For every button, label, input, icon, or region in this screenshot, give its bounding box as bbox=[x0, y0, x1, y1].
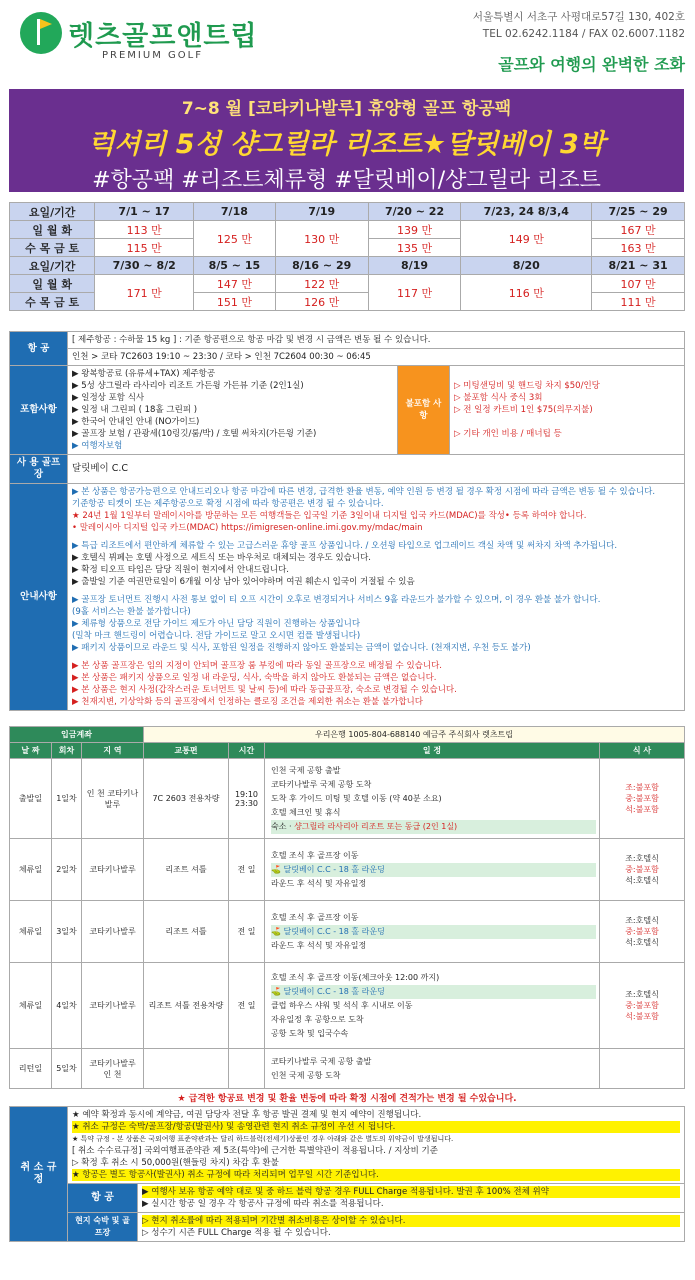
schedule-item: 호텔 조식 후 골프장 이동 bbox=[271, 850, 359, 860]
excluded-list bbox=[450, 366, 685, 455]
day-transport: 리조트 셔틀 bbox=[144, 901, 229, 963]
golf-round: ⛳ 달릿베이 C.C - 18 홀 라운딩 bbox=[271, 863, 596, 877]
rule: ★ 취소 규정은 숙박/골프장/항공(발권사) 및 송영관련 현지 취소 규정이 우선 시 됩니다. bbox=[72, 1121, 680, 1133]
day-num: 1일차 bbox=[52, 759, 82, 839]
day-schedule bbox=[265, 1049, 600, 1089]
schedule-item: 인천 국제 공항 도착 bbox=[271, 1070, 341, 1080]
rule: ★ 예약 확정과 동시에 계약금, 여권 담당자 전달 후 항공 발권 결제 및 현지 예약이 진행됩니다. bbox=[72, 1110, 422, 1120]
schedule-item: 코타키나발루 국제 공항 도착 bbox=[271, 779, 372, 789]
price: 139 만 bbox=[368, 221, 461, 239]
excluded-item: ▷ 불포함 식사 중식 3회 bbox=[454, 393, 543, 403]
day-time: 전 일 bbox=[229, 963, 265, 1049]
golf-icon: ⛳ bbox=[271, 986, 284, 996]
cancel-air-label: 항 공 bbox=[68, 1184, 138, 1213]
price-table bbox=[9, 202, 685, 311]
cancel-rules bbox=[68, 1107, 685, 1184]
guide-item: ▶ 골프장 토너먼트 진행시 사전 통보 없이 티 오프 시간이 오후로 변경되거나 서비스 9홀 라운드가 불가할 수 있으며, 이 경우 환불 불가 합니다. bbox=[72, 595, 601, 605]
period: 8/5 ~ 15 bbox=[194, 257, 276, 275]
banner-line1: 7~8 월 [코타키나발루] 휴양형 골프 항공팩 bbox=[181, 99, 512, 119]
weekend-label: 수 목 금 토 bbox=[10, 239, 95, 257]
price: 113 만 bbox=[95, 221, 194, 239]
air-line2: 인천 > 코타 7C2603 19:10 ~ 23:30 / 코타 > 인천 7C2604 00:30 ~ 06:45 bbox=[68, 349, 685, 366]
schedule-item: 도착 후 가이드 미팅 및 호텔 이동 (약 40분 소요) bbox=[271, 793, 442, 803]
col-header: 날 짜 bbox=[10, 743, 52, 759]
day-date: 체류일 bbox=[10, 963, 52, 1049]
day-num: 2일차 bbox=[52, 839, 82, 901]
meal: 중:불포함 bbox=[625, 865, 659, 874]
col-header: 일 정 bbox=[265, 743, 600, 759]
schedule-item: 라운드 후 석식 및 자유일정 bbox=[271, 940, 367, 950]
schedule-item: 클럽 하우스 샤워 및 석식 후 시내로 이동 bbox=[271, 1000, 413, 1010]
guide-item: • 말레이시아 디지털 입국 카드(MDAC) https://imigresen-online.imi.gov.my/mdac/main bbox=[72, 523, 423, 533]
guide-item: (9홀 서비스는 환불 불가합니다) bbox=[72, 607, 191, 617]
itinerary-table bbox=[9, 726, 685, 1089]
meal: 석:불포함 bbox=[625, 1012, 659, 1021]
included-item: ▶ 일정상 포함 식사 bbox=[72, 393, 145, 403]
course-name: 달릿베이 C.C bbox=[68, 455, 685, 484]
included-item: ▶ 골프장 보험 / 관광세(10링깃/룸/박) / 호텔 써차지(가든윙 기준) bbox=[72, 429, 317, 439]
period: 7/23, 24 8/3,4 bbox=[461, 203, 592, 221]
meal: 조:호텔식 bbox=[625, 854, 659, 863]
golf-icon: ⛳ bbox=[271, 926, 284, 936]
included-list bbox=[68, 366, 398, 455]
price: 126 만 bbox=[275, 293, 368, 311]
address: 서울특별시 서초구 사평대로57길 130, 402호 bbox=[472, 11, 685, 23]
rule: ▶ 실시간 항공 일 경우 각 항공사 규정에 따라 취소를 적용됩니다. bbox=[142, 1199, 384, 1209]
schedule-item: 호텔 조식 후 골프장 이동(체크아웃 12:00 까지) bbox=[271, 972, 440, 982]
excluded-item: ▷ 기타 개인 비용 / 매너팁 등 bbox=[454, 429, 562, 439]
day-time: 전 일 bbox=[229, 901, 265, 963]
period: 7/19 bbox=[275, 203, 368, 221]
meal: 석:호텔식 bbox=[625, 876, 659, 885]
price: 167 만 bbox=[592, 221, 685, 239]
schedule-item: 인천 국제 공항 출발 bbox=[271, 765, 341, 775]
price-notice: ★ 급격한 항공료 변경 및 환율 변동에 따라 확정 시점에 견적가는 변경 될 수있습니다. bbox=[177, 1094, 517, 1104]
col-header: 지 역 bbox=[82, 743, 144, 759]
weekday-label: 일 월 화 bbox=[10, 221, 95, 239]
rule: ★ 항공은 별도 항공사(발권사) 취소 규정에 따라 처리되며 업무일 시간 기준입니다. bbox=[72, 1169, 680, 1181]
col-header: 회차 bbox=[52, 743, 82, 759]
included-item: ▶ 한국어 안내인 안내 (NO가이드) bbox=[72, 417, 200, 427]
day-region: 코타키나발루 bbox=[82, 963, 144, 1049]
period: 7/20 ~ 22 bbox=[368, 203, 461, 221]
period: 7/1 ~ 17 bbox=[95, 203, 194, 221]
period: 8/16 ~ 29 bbox=[275, 257, 368, 275]
weekday-label: 일 월 화 bbox=[10, 275, 95, 293]
contact-info bbox=[473, 9, 685, 43]
meal: 중:불포함 bbox=[625, 927, 659, 936]
weekend-label: 수 목 금 토 bbox=[10, 293, 95, 311]
guide-item: ▶ 본 상품은 패키지 상품으로 일정 내 라운딩, 식사, 숙박을 하지 않아도 환불되는 금액은 없습니다. bbox=[72, 673, 437, 683]
day-time bbox=[229, 1049, 265, 1089]
guide-item: ▶ 호텔식 뷔페는 호텔 사정으로 세트식 또는 바우처로 대체되는 경우도 있습니다. bbox=[72, 553, 372, 563]
day-num: 3일차 bbox=[52, 901, 82, 963]
page-header bbox=[0, 0, 695, 88]
day-transport bbox=[144, 1049, 229, 1089]
meal: 조:호텔식 bbox=[625, 916, 659, 925]
cancel-local-label: 현지 숙박 및 골프장 bbox=[68, 1213, 138, 1242]
account-info: 우리은행 1005-804-688140 예금주 주식회사 렛츠트립 bbox=[144, 727, 685, 743]
cancel-local-rules bbox=[138, 1213, 685, 1242]
day-date: 체류일 bbox=[10, 901, 52, 963]
brand-subtitle: PREMIUM GOLF bbox=[102, 50, 203, 61]
banner-line3: #항공팩 #리조트체류형 #달릿베이/샹그릴라 리조트 bbox=[92, 168, 601, 193]
day-schedule bbox=[265, 901, 600, 963]
guide-label: 안내사항 bbox=[10, 484, 68, 711]
day-num: 5일차 bbox=[52, 1049, 82, 1089]
rule: ▷ 현지 취소률에 따라 적용되며 기간별 취소비용은 상이할 수 있습니다. bbox=[142, 1215, 680, 1227]
day-meals bbox=[600, 1049, 685, 1089]
excluded-label: 불포함 사 항 bbox=[398, 366, 450, 455]
price: 149 만 bbox=[461, 221, 592, 257]
price: 115 만 bbox=[95, 239, 194, 257]
day-meals bbox=[600, 839, 685, 901]
day-region: 코타키나발루 bbox=[82, 901, 144, 963]
col-header: 시간 bbox=[229, 743, 265, 759]
day-meals bbox=[600, 759, 685, 839]
day-transport: 7C 2603 전용차량 bbox=[144, 759, 229, 839]
price: 135 만 bbox=[368, 239, 461, 257]
meal: 석:불포함 bbox=[625, 805, 659, 814]
rule: [ 취소 수수료규정] 국외여행표준약관 제 5조(특약)에 근거한 특별약관이 적용됩니다. / 지상비 기준 bbox=[72, 1146, 438, 1156]
meal: 조:불포함 bbox=[625, 783, 659, 792]
day-schedule: 인천 국제 공항 출발 코타키나발루 국제 공항 도착 도착 후 가이드 미팅 및 호텔 이동 (약 40분 소요) 호텔 체크인 및 휴식 숙소 · 샹그릴라 라사리아 리조트 또는 동급 (2인 1실) bbox=[265, 759, 600, 839]
golf-flag-logo-icon bbox=[20, 12, 62, 54]
day-date: 리턴일 bbox=[10, 1049, 52, 1089]
guide-item: 기준항공 티켓이 또는 제주항공으로 확정 시점에 따라 항공편은 변경 될 수 있습니다. bbox=[72, 499, 384, 509]
tel-fax: TEL 02.6242.1184 / FAX 02.6007.1182 bbox=[482, 28, 685, 40]
price: 130 만 bbox=[275, 221, 368, 257]
price: 122 만 bbox=[275, 275, 368, 293]
day-time: 19:10 23:30 bbox=[229, 759, 265, 839]
guide-list bbox=[68, 484, 685, 711]
period-label: 요일/기간 bbox=[10, 257, 95, 275]
guide-item: (밀착 마크 핸드링이 어렵습니다. 전담 가이드로 말고 오시면 컴플 발생됩니다) bbox=[72, 631, 361, 641]
price: 117 만 bbox=[368, 275, 461, 311]
day-region: 코타키나발루 bbox=[82, 839, 144, 901]
guide-item: ▶ 본 상품은 현지 사정(갑작스러운 토너먼트 및 날씨 등)에 따라 동급골프장, 숙소로 변경될 수 있습니다. bbox=[72, 685, 457, 695]
col-header: 식 사 bbox=[600, 743, 685, 759]
guide-item: ▶ 확정 티오프 타임은 담당 직원이 현지에서 안내드립니다. bbox=[72, 565, 290, 575]
col-header: 교통편 bbox=[144, 743, 229, 759]
day-transport: 리조트 셔틀 전용차량 bbox=[144, 963, 229, 1049]
schedule-item: 코타키나발루 국제 공항 출발 bbox=[271, 1056, 372, 1066]
air-line1: [ 제주항공 : 수하물 15 kg ] : 기준 항공편으로 항공 마감 및 변경 시 금액은 변동 될 수 있습니다. bbox=[68, 332, 685, 349]
day-region: 코타키나발루 인 천 bbox=[82, 1049, 144, 1089]
title-banner bbox=[9, 89, 684, 192]
price: 116 만 bbox=[461, 275, 592, 311]
day-transport: 리조트 셔틀 bbox=[144, 839, 229, 901]
golf-round: ⛳ 달릿베이 C.C - 18 홀 라운딩 bbox=[271, 925, 596, 939]
rule: ★ 특약 규정 - 본 상품은 국외여행 표준약관과는 달리 하드블럭(전세기)상품인 경우 아래와 같은 별도의 위약금이 발생됩니다. bbox=[72, 1135, 454, 1143]
included-item: ▶ 왕복항공료 (유류세+TAX) 제주항공 bbox=[72, 369, 216, 379]
day-time: 전 일 bbox=[229, 839, 265, 901]
day-meals bbox=[600, 901, 685, 963]
meal: 조:호텔식 bbox=[625, 990, 659, 999]
price: 147 만 bbox=[194, 275, 276, 293]
account-label: 입금계좌 bbox=[10, 727, 144, 743]
stay-label: 숙소 bbox=[271, 821, 287, 831]
slogan: 골프와 여행의 완벽한 조화 bbox=[498, 55, 685, 74]
guide-item: ▶ 본 상품은 항공가능편으로 안내드리오나 항공 마감에 따른 변경, 급격한 환율 변동, 예약 인원 등 변경 될 경우 확정 시점에 따라 금액은 변동 될 수 있습니다. bbox=[72, 487, 656, 497]
price: 163 만 bbox=[592, 239, 685, 257]
period-label: 요일/기간 bbox=[10, 203, 95, 221]
day-schedule bbox=[265, 963, 600, 1049]
price: 111 만 bbox=[592, 293, 685, 311]
brand-name: 렛츠골프앤트립 bbox=[68, 21, 258, 52]
day-region: 인 천 코타키나발루 bbox=[82, 759, 144, 839]
info-table bbox=[9, 331, 685, 711]
price: 171 만 bbox=[95, 275, 194, 311]
guide-item: ▶ 출발일 기준 여권만료일이 6개월 이상 남아 있어야하며 여권 훼손시 입국이 거절될 수 있음 bbox=[72, 577, 415, 587]
price: 151 만 bbox=[194, 293, 276, 311]
period: 7/18 bbox=[194, 203, 276, 221]
period: 8/20 bbox=[461, 257, 592, 275]
meal: 석:호텔식 bbox=[625, 938, 659, 947]
included-item: ▶ 여행자보험 bbox=[72, 441, 123, 451]
cancel-air-rules bbox=[138, 1184, 685, 1213]
guide-item: ▶ 체류형 상품으로 전담 가이드 제도가 아닌 담당 직원이 진행하는 상품입니다 bbox=[72, 619, 361, 629]
guide-item: ▶ 특급 리조트에서 편안하게 체류할 수 있는 고급스러운 휴양 골프 상품입니다. / 오션윙 타입으로 업그레이드 객실 차액 및 써차지 차액 추가됩니다. bbox=[72, 541, 618, 551]
rule: ▷ 성수기 시즌 FULL Charge 적용 될 수 있습니다. bbox=[142, 1228, 331, 1238]
stay-hotel: 샹그릴라 라사리아 리조트 또는 동급 (2인 1실) bbox=[294, 821, 458, 831]
cancel-label: 취 소 규 정 bbox=[10, 1107, 68, 1242]
excluded-item: ▷ 미팅샌딩비 및 핸드링 차지 $50/인당 bbox=[454, 381, 600, 391]
price: 125 만 bbox=[194, 221, 276, 257]
guide-item: ▶ 본 상품 골프장은 임의 지정이 안되며 골프장 룸 부킹에 따라 동일 골프장으로 배정될 수 있습니다. bbox=[72, 661, 442, 671]
day-date: 출발일 bbox=[10, 759, 52, 839]
air-label: 항 공 bbox=[10, 332, 68, 366]
price: 107 만 bbox=[592, 275, 685, 293]
schedule-item: 공항 도착 및 입국수속 bbox=[271, 1028, 349, 1038]
schedule-item: 호텔 체크인 및 휴식 bbox=[271, 807, 341, 817]
included-item: ▶ 5성 샹그릴라 라사리아 리조트 가든윙 가든뷰 기준 (2인1실) bbox=[72, 381, 304, 391]
rule: ▶ 여행사 보유 항공 예약 대로 및 중 하드 블럭 항공 경우 FULL Charge 적용됩니다. 발권 후 100% 전체 위약 bbox=[142, 1186, 680, 1198]
meal: 중:불포함 bbox=[625, 794, 659, 803]
schedule-item: 호텔 조식 후 골프장 이동 bbox=[271, 912, 359, 922]
golf-round: ⛳ 달릿베이 C.C - 18 홀 라운딩 bbox=[271, 985, 596, 999]
day-schedule bbox=[265, 839, 600, 901]
guide-item: ▶ 천재지변, 기상악화 등의 골프장에서 인정하는 클로징 조건을 제외한 취소는 환불 불가합니다 bbox=[72, 697, 423, 707]
rule: ▷ 확정 후 취소 시 50,000원(핸들링 차지) 차감 후 환불 bbox=[72, 1158, 279, 1168]
day-date: 체류일 bbox=[10, 839, 52, 901]
day-num: 4일차 bbox=[52, 963, 82, 1049]
guide-item: ★ 24년 1월 1일부터 말레이시아를 방문하는 모든 여행객들은 입국일 기준 3일이내 디지털 입국 카드(MDAC)를 작성• 등록 하여야 합니다. bbox=[72, 511, 587, 521]
included-item: ▶ 일정 내 그린피 ( 18홀 그린피 ) bbox=[72, 405, 198, 415]
course-label: 사 용 골프장 bbox=[10, 455, 68, 484]
cancel-table bbox=[9, 1106, 685, 1242]
day-meals bbox=[600, 963, 685, 1049]
period: 7/30 ~ 8/2 bbox=[95, 257, 194, 275]
included-label: 포함사항 bbox=[10, 366, 68, 455]
schedule-item: 라운드 후 석식 및 자유일정 bbox=[271, 878, 367, 888]
banner-line2: 럭셔리 5성 샹그릴라 리조트★달릿베이 3박 bbox=[88, 129, 605, 160]
schedule-item: 자유일정 후 공항으로 도착 bbox=[271, 1014, 364, 1024]
period: 8/21 ~ 31 bbox=[592, 257, 685, 275]
period: 7/25 ~ 29 bbox=[592, 203, 685, 221]
excluded-item: ▷ 전 일정 카트비 1인 $75(의무지불) bbox=[454, 405, 593, 415]
guide-item: ▶ 패키지 상품이므로 라운드 및 식사, 포함된 일정을 진행하지 않아도 환불되는 금액이 없습니다. (천재지변, 우천 등도 불가) bbox=[72, 643, 531, 653]
period: 8/19 bbox=[368, 257, 461, 275]
meal: 중:불포함 bbox=[625, 1001, 659, 1010]
golf-icon: ⛳ bbox=[271, 864, 284, 874]
